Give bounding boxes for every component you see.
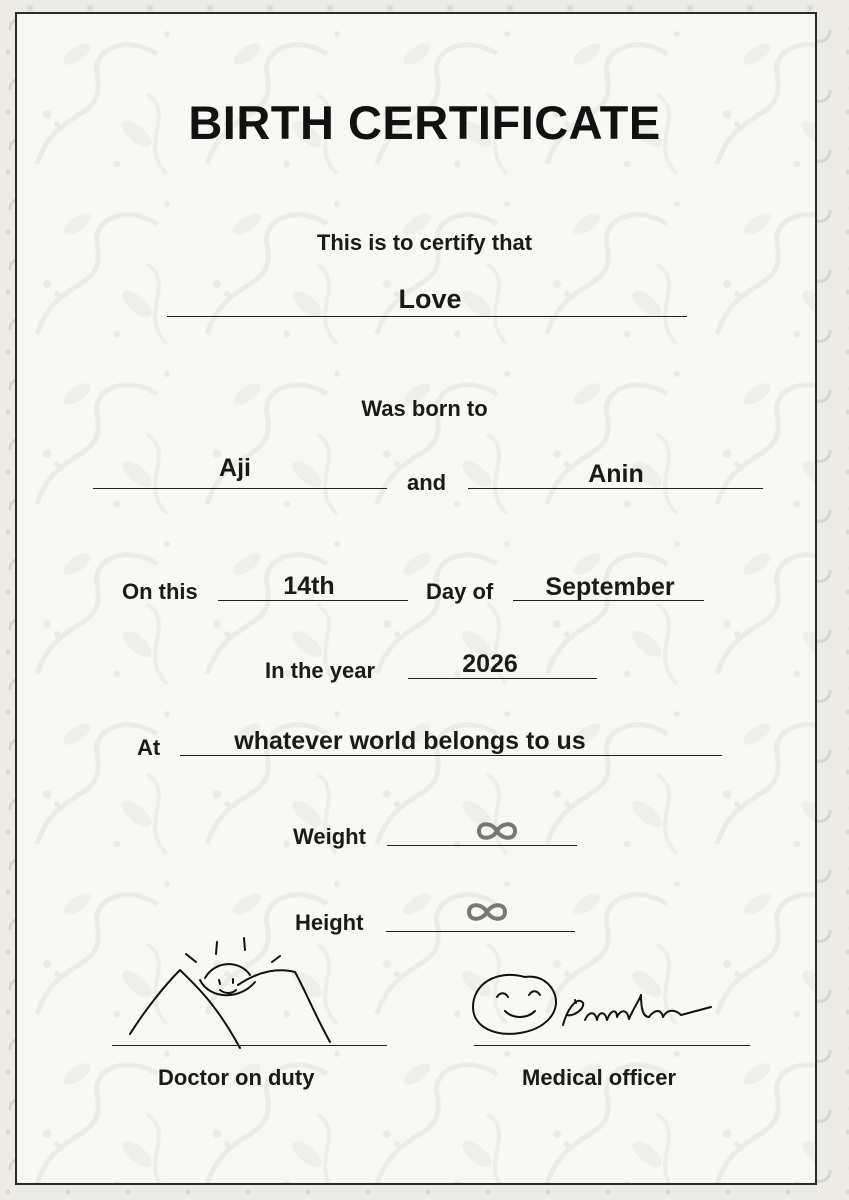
day-value: 14th: [283, 572, 335, 600]
parent-2-underline: [468, 488, 763, 489]
and-label: and: [407, 470, 447, 495]
parent-1-underline: [93, 488, 387, 489]
height-underline: [386, 931, 575, 932]
month-underline: [513, 600, 704, 601]
sun-mountains-signature-icon: [120, 930, 350, 1055]
born-to-label: Was born to: [361, 396, 488, 421]
place-value: whatever world belongs to us: [234, 727, 586, 755]
year-label: In the year: [265, 658, 376, 683]
doctor-on-duty-label: Doctor on duty: [158, 1065, 315, 1090]
day-of-label: Day of: [426, 579, 494, 604]
name-underline: [167, 316, 687, 317]
officer-signature-underline: [474, 1045, 750, 1046]
smiley-signature-icon: [465, 965, 725, 1045]
child-name: Love: [398, 284, 462, 314]
height-infinity-icon: [464, 899, 510, 925]
weight-underline: [387, 845, 577, 846]
place-underline: [180, 755, 722, 756]
doctor-signature-underline: [112, 1045, 387, 1046]
at-label: At: [137, 735, 161, 760]
day-underline: [218, 600, 408, 601]
medical-officer-label: Medical officer: [522, 1065, 677, 1090]
year-value: 2026: [462, 650, 518, 678]
year-underline: [408, 678, 597, 679]
weight-infinity-icon: [474, 818, 520, 844]
on-this-label: On this: [122, 579, 198, 604]
intro-text: This is to certify that: [316, 230, 533, 255]
weight-label: Weight: [293, 824, 366, 849]
height-label: Height: [295, 910, 364, 935]
parent-2-name: Anin: [588, 460, 644, 488]
parent-1-name: Aji: [219, 454, 251, 482]
month-value: September: [545, 573, 675, 601]
certificate-title: BIRTH CERTIFICATE: [188, 96, 661, 149]
